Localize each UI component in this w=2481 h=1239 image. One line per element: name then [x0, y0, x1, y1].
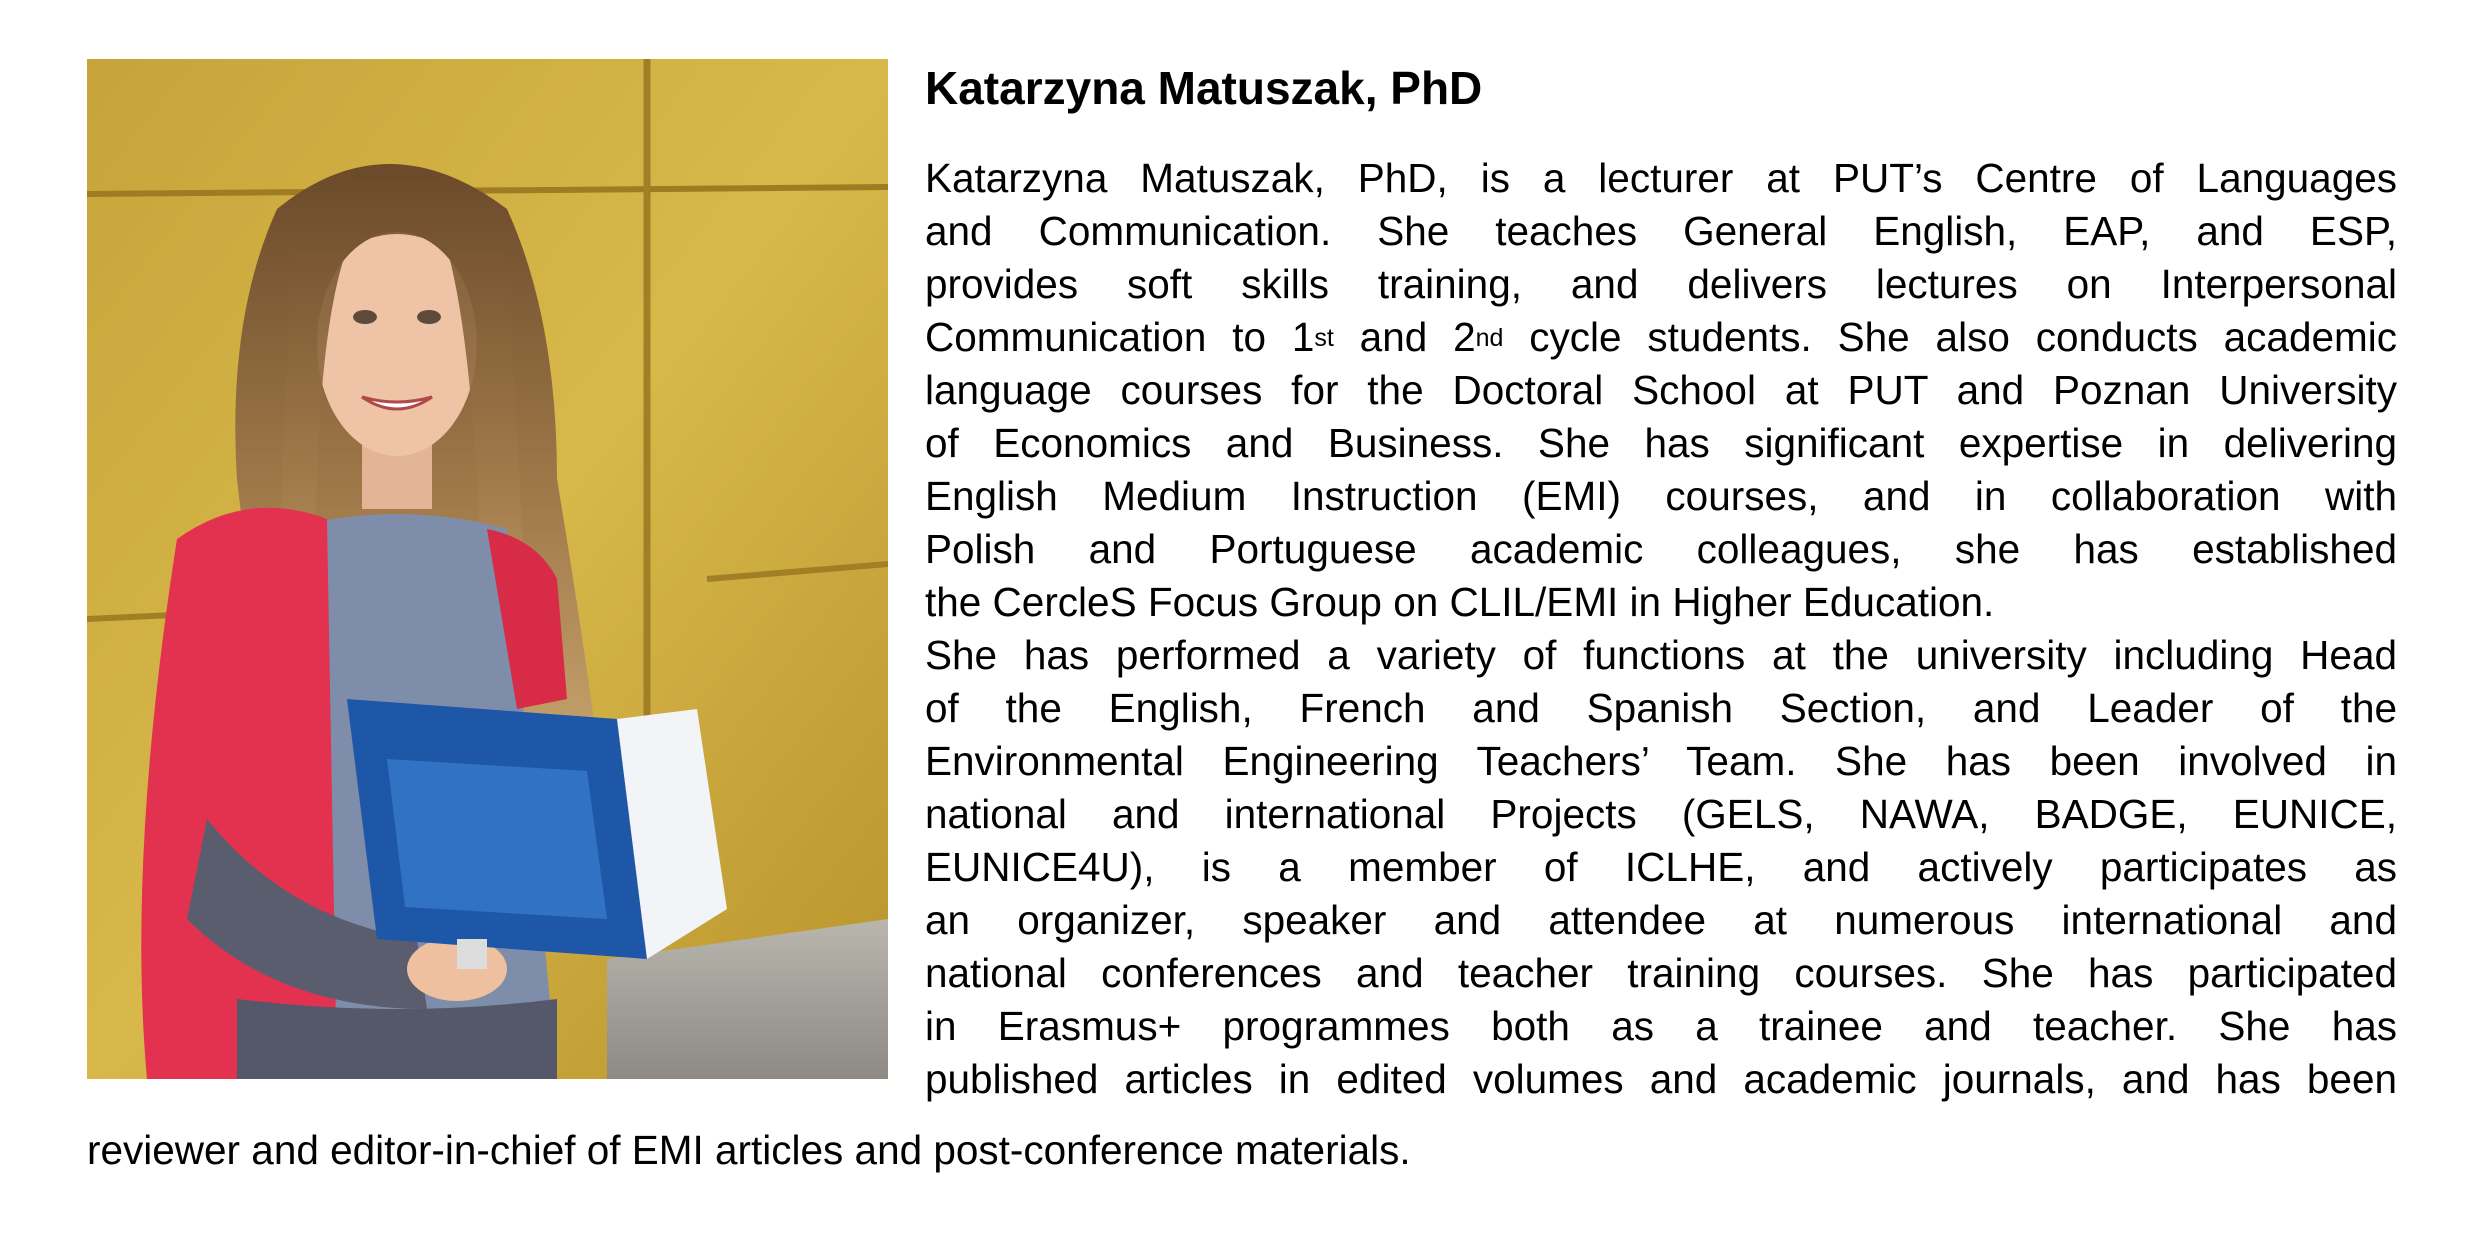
text-line: the CercleS Focus Group on CLIL/EMI in Higher Education.: [925, 579, 1995, 625]
portrait-illustration: [87, 59, 888, 1079]
bio-text: [925, 58, 2397, 1106]
text-line: and Communication. She teaches General English, EAP, and ESP,: [925, 208, 2397, 254]
text-line: Environmental Engineering Teachers’ Team. She has been involved in: [925, 738, 2397, 784]
text-line-with-superscripts: [925, 311, 2397, 364]
text-line: language courses for the Doctoral School at PUT and Poznan University: [925, 367, 2397, 413]
text-line: national and international Projects (GELS, NAWA, BADGE, EUNICE,: [925, 791, 2397, 837]
text-fragment: Communication to 1: [925, 314, 1315, 360]
text-line: EUNICE4U), is a member of ICLHE, and actively participates as: [925, 844, 2397, 890]
paragraph-1: [925, 152, 2397, 629]
text-fragment: cycle students. She also conducts academic: [1503, 314, 2397, 360]
superscript: nd: [1475, 324, 1504, 352]
text-line: national conferences and teacher training courses. She has participated: [925, 950, 2397, 996]
person-name-heading: Katarzyna Matuszak, PhD: [925, 62, 1483, 114]
superscript: st: [1314, 324, 1334, 352]
text-line: an organizer, speaker and attendee at numerous international and: [925, 897, 2397, 943]
text-line: published articles in edited volumes and academic journals, and has been: [925, 1056, 2397, 1102]
text-line: English Medium Instruction (EMI) courses, and in collaboration with: [925, 473, 2397, 519]
text-line: in Erasmus+ programmes both as a trainee and teacher. She has: [925, 1003, 2397, 1049]
final-text-line: reviewer and editor-in-chief of EMI articles and post-conference materials.: [87, 1127, 1411, 1173]
portrait-photo: [87, 59, 888, 1079]
text-line: Polish and Portuguese academic colleagues, she has established: [925, 526, 2397, 572]
text-line: of the English, French and Spanish Section, and Leader of the: [925, 685, 2397, 731]
text-line: provides soft skills training, and delivers lectures on Interpersonal: [925, 261, 2397, 307]
paragraph-2: [925, 629, 2397, 1106]
text-line: She has performed a variety of functions at the university including Head: [925, 632, 2397, 678]
text-line: Katarzyna Matuszak, PhD, is a lecturer at PUT’s Centre of Languages: [925, 155, 2397, 201]
text-line: of Economics and Business. She has significant expertise in delivering: [925, 420, 2397, 466]
text-fragment: and 2: [1333, 314, 1476, 360]
